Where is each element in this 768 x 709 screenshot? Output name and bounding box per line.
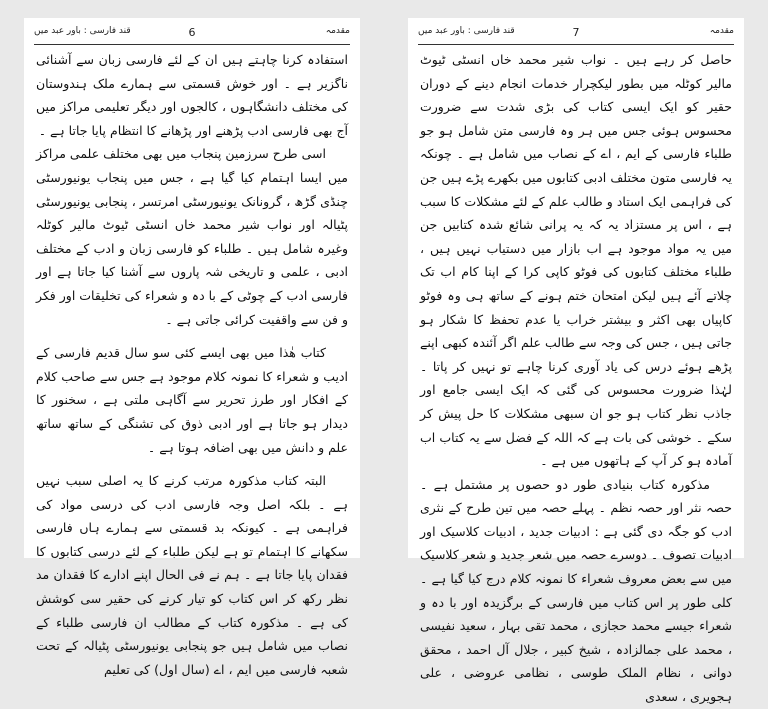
paragraph: اسی طرح سرزمین پنجاب میں بھی مختلف علمی مراکز میں ایسا اہتمام کیا گیا ہے ، جس میں پنجاب یونیورسٹی چنڈی گڑھ ، گرونانک یونیورسٹی امرتسر ، پنجابی یونیورسٹی پٹیالہ اور نواب شیر محمد خاں انسٹی ٹیوٹ مالیر کوٹلہ وغیرہ شامل ہیں ۔ طلباء کو فارسی زبان و ادب کے مختلف ادبی ، علمی و تاریخی شہ پاروں سے آشنا کیا جاتا ہے اور فارسی ادب کے چوٹی کے با دہ و شعراء کی تخلیقات اور فکر و فن سے واقفیت کرائی جاتی ہے ۔: [36, 146, 348, 327]
header-rule: [418, 44, 734, 45]
header-rule: [34, 44, 350, 45]
section-title: مقدمہ: [325, 26, 350, 36]
right-page: [408, 18, 744, 705]
running-header: [34, 26, 350, 40]
paragraph: البتہ کتاب مذکورہ مرتب کرنے کا یہ اصلی سبب نہیں ہے ۔ بلکہ اصل وجہ فارسی ادب کی درسی مواد کی فراہمی ہے ۔ کیونکہ بد قسمتی سے ہمارے ہاں فارسی سکھانے کا اہتمام تو ہے لیکن طلباء کے لئے درسی کتابوں کا فقدان پایا جاتا ہے ۔ ہم نے فی الحال اپنے ادارے کا فقدان مد نظر رکھ کر اس کتاب کو تیار کرنے کی حقیر سی کوشش کی ہے ۔ مذکورہ کتاب کے مطالب ان فارسی طلباء کے نصاب میں شامل ہیں جو پنجابی یونیورسٹی پٹیالہ کے تحت شعبہ فارسی میں ایم ، اے (سال اول) کی تعلیم: [36, 473, 348, 677]
page-number: 6: [188, 26, 196, 39]
running-header: [418, 26, 734, 40]
section-title: مقدمہ: [709, 26, 734, 36]
paragraph: حاصل کر رہے ہیں ۔ نواب شیر محمد خاں انسٹی ٹیوٹ مالیر کوٹلہ میں بطور لیکچرار خدمات انجام دینے کے دوران حقیر کو ایک ایسی کتاب کی بڑی شدت سے ضرورت محسوس ہوئی جس میں ہر وہ فارسی متن شامل ہو جو طلباء فارسی کے ایم ، اے کے نصاب میں شامل ہے ۔ چونکہ یہ فارسی متون مختلف ادبی کتابوں میں بکھرے پڑے ہیں جن کی فراہمی ایک استاد و طالب علم کے لئے مشکلات کا سبب ہے ، اس پر مستزاد یہ کہ یہ پرانی شائع شدہ کتابیں جن میں یہ مواد موجود ہے اب بازار میں دستیاب نہیں ہیں ، طلباء مختلف کتابوں کی فوٹو کاپی کرا کے اپنا کام اب تک چلاتے آئے ہیں لیکن امتحان ختم ہونے کے ساتھ ہی وہ فوٹو کاپیاں بھی اکثر و بیشتر خراب یا عدم تحفظ کا شکار ہو جاتی ہیں ، جس کی وجہ سے طالب علم اگر آئندہ کبھی اپنے پڑھے ہوئے درس کی یاد آوری کرنا چاہے تو نہیں کر پاتا ۔ لہٰذا ضرورت محسوس کی گئی کہ ایک ایسی جامع اور جاذب نظر کتاب ہو جو ان سبھی مشکلات کا حل پیش کر سکے ۔ خوشی کی بات ہے کہ اللہ کے فضل سے یہ کتاب اب آمادہ ہو کر آپ کے ہاتھوں میں ہے ۔: [420, 52, 732, 469]
page-body: [36, 48, 348, 677]
paragraph: کتاب ھٰذا میں بھی ایسے کئی سو سال قدیم فارسی کے ادیب و شعراء کا نمونہ کلام موجود ہے جس سے صاحب کلام کے افکار اور طرز تحریر سے آگاہی ملتی ہے ، سخنور کا دیدار ہو جاتا ہے اور ادبی ذوق کی تشنگی کے ساتھ ساتھ علم و دانش میں بھی اضافہ ہوتا ہے ۔: [36, 345, 348, 455]
running-title: قند فارسی : باور عبد میں: [34, 26, 131, 36]
paragraph: مذکورہ کتاب بنیادی طور دو حصوں پر مشتمل ہے ۔ حصہ نثر اور حصہ نظم ۔ پہلے حصہ میں تین طرح کے نثری ادب کو جگہ دی گئی ہے : ادبیات جدید ، ادبیات کلاسیک اور ادبیات تصوف ۔ دوسرے حصہ میں شعر جدید و شعر کلاسیک میں سے بعض معروف شعراء کا نمونہ کلام درج کیا گیا ہے ۔ کلی طور پر اس کتاب میں فارسی کے برگزیدہ اور با دہ و شعراء جیسے محمد حجازی ، محمد تقی بہار ، سعید نفیسی ، محمد علی جمالزادہ ، شیخ کبیر ، جلال آل احمد ، محقق دوانی ، نظام الملک طوسی ، نظامی عروضی ، علی ہجویری ، سعدی: [420, 476, 732, 705]
page-number: 7: [572, 26, 580, 39]
left-page: [24, 18, 360, 677]
page-body: [420, 48, 732, 705]
paragraph: استفادہ کرنا چاہتے ہیں ان کے لئے فارسی زبان سے آشنائی ناگزیر ہے ۔ اور خوش قسمتی سے ہمارے ملک ہندوستان کی مختلف دانشگاہوں ، کالجوں اور دیگر تعلیمی مراکز میں آج بھی فارسی ادب پڑھنے اور پڑھانے کا انتظام پایا جاتا ہے ۔: [36, 52, 348, 138]
running-title: قند فارسی : باور عبد میں: [418, 26, 515, 36]
